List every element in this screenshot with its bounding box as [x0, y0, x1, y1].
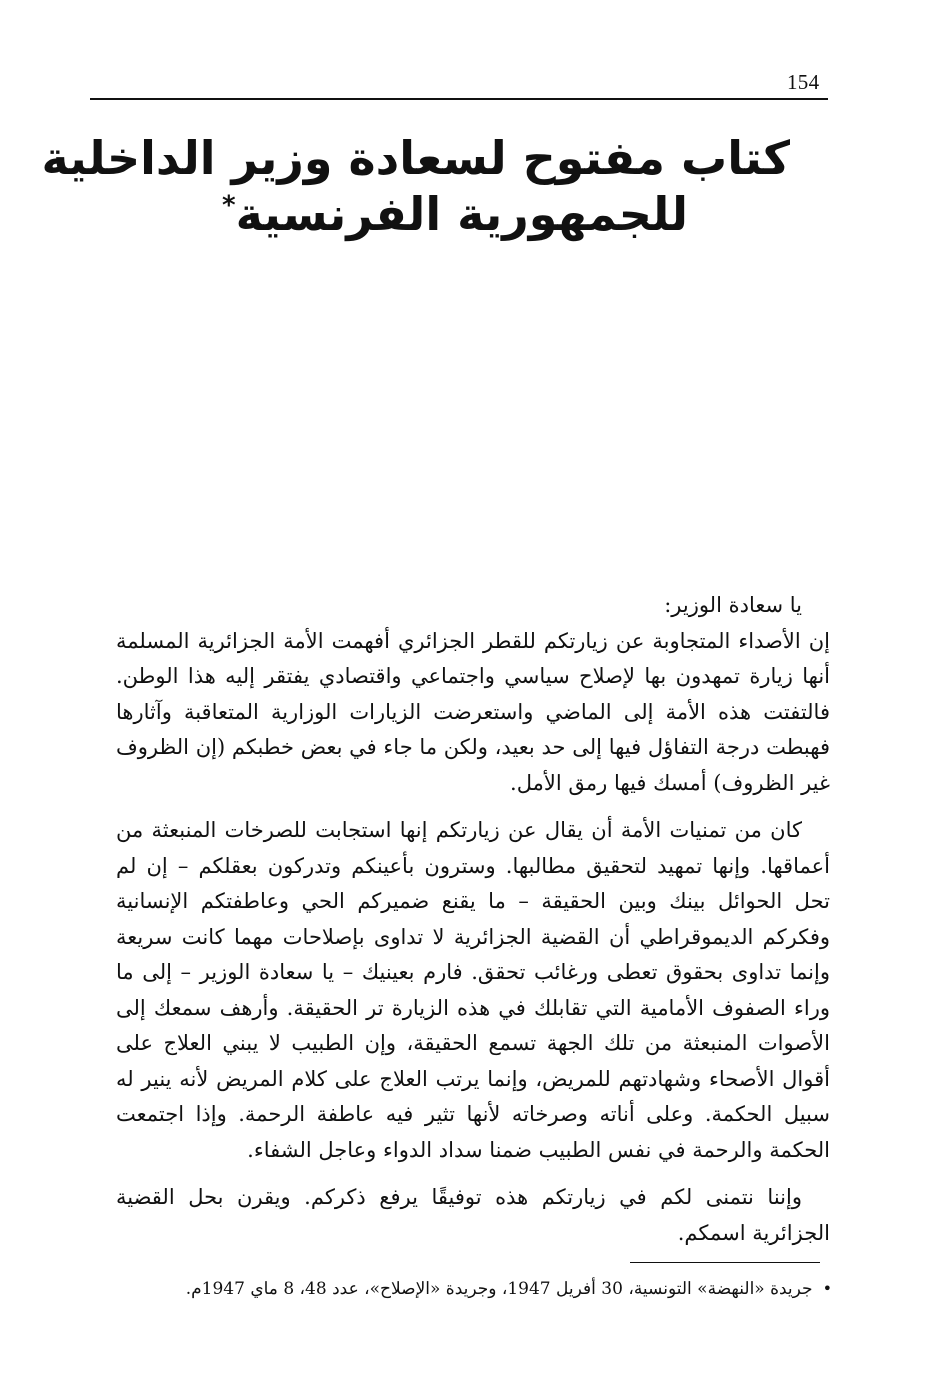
letter-body — [116, 588, 830, 1251]
footnote-text: جريدة «النهضة» التونسية، 30 أفريل 1947، وجريدة «الإصلاح»، عدد 48، 8 ماي 1947م. — [185, 1279, 813, 1299]
footnote-rule — [630, 1262, 820, 1263]
footnote-bullet: • — [822, 1279, 832, 1298]
salutation: يا سعادة الوزير: — [664, 593, 802, 617]
chapter-title-line-2: للجمهورية الفرنسية — [235, 187, 689, 241]
footnote — [120, 1275, 832, 1303]
footnote-reference-mark: * — [221, 190, 236, 221]
page-number: 154 — [787, 70, 820, 94]
paragraph-3: وإننا نتمنى لكم في زيارتكم هذه توفيقًا يرفع ذكركم. ويقرن بحل القضية الجزائرية اسمكم. — [116, 1185, 830, 1245]
paragraph-1: إن الأصداء المتجاوبة عن زيارتكم للقطر الجزائري أفهمت الأمة الجزائرية المسلمة أنها زيارة تمهدون بها لإصلاح سياسي واجتماعي واقتصادي يفتقر إليه هذا الوطن. فالتفتت هذه الأمة إلى الماضي واستعرضت الزيارات الوزارية المتعاقبة وآثارها فهبطت درجة التفاؤل فيها إلى حد بعيد، ولكن ما جاء في بعض خطبكم (إن الظروف غير الظروف) أمسك فيها رمق الأمل. — [116, 628, 830, 795]
paragraph-2: كان من تمنيات الأمة أن يقال عن زيارتكم إنها استجابت للصرخات المنبعثة من أعماقها. وإنها تمهيد لتحقيق مطالبها. وسترون بأعينكم وتدركون بعقلكم – إن لم تحل الحوائل بينك وبين الحقيقة – ما يقنع ضميركم الحي وعاطفتكم الإنسانية وفكركم الديموقراطي أن القضية الجزائرية لا تداوى بإصلاحات مهما كانت سريعة وإنما تداوى بحقوق تعطى ورغائب تحقق. فارم بعينيك – يا سعادة الوزير – إلى ما وراء الصفوف الأمامية التي تقابلك في هذه الزيارة تر الحقيقة. وأرهف سمعك إلى الأصوات المنبعثة من تلك الجهة تسمع الحقيقة، وإن الطبيب لا يبني العلاج على أقوال الأصحاء وشهادتهم للمريض، وإنما يرتب العلاج على كلام المريض لأنه ينير له سبيل الحكمة. وعلى أناته وصرخاته لأنها تثير فيه عاطفة الرحمة. وإذا اجتمعت الحكمة والرحمة في نفس الطبيب ضمنا سداد الدواء وعاجل الشفاء. — [116, 818, 830, 1162]
chapter-title-line-1: كتاب مفتوح لسعادة وزير الداخلية — [41, 131, 790, 185]
header-rule — [90, 98, 828, 100]
chapter-title-line-2-wrapper — [120, 186, 790, 242]
chapter-title — [41, 130, 790, 242]
